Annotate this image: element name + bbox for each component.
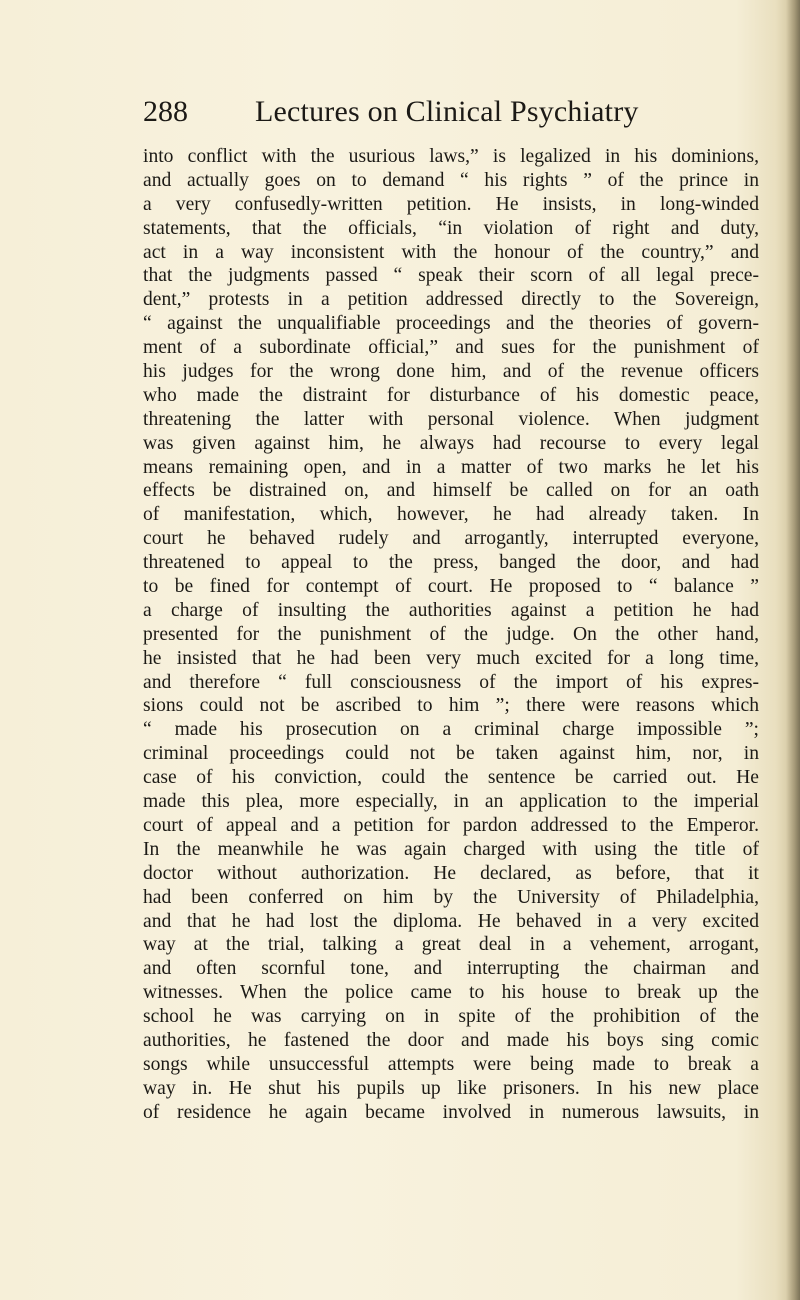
text-line: that the judgments passed “ speak their scorn of all legal prece- [143, 265, 759, 287]
text-line: and therefore “ full consciousness of the import of his expres- [143, 671, 759, 693]
text-line: effects be distrained on, and himself be called on for an oath [143, 480, 759, 502]
text-line: authorities, he fastened the door and made his boys sing comic [143, 1029, 759, 1051]
text-line: a very confusedly-written petition. He insists, in long-winded [143, 193, 759, 215]
text-line: means remaining open, and in a matter of two marks he let his [143, 456, 759, 478]
text-line: presented for the punishment of the judge. On the other hand, [143, 623, 759, 645]
text-line: way in. He shut his pupils up like prisoners. In his new place [143, 1077, 759, 1099]
text-line: court he behaved rudely and arrogantly, interrupted everyone, [143, 528, 759, 550]
page-number: 288 [143, 95, 188, 128]
text-line: “ against the unqualifiable proceedings and the theories of govern- [143, 313, 759, 335]
text-line: had been conferred on him by the University of Philadelphia, [143, 886, 759, 908]
text-line: criminal proceedings could not be taken against him, nor, in [143, 743, 759, 765]
page-header [143, 92, 663, 132]
text-line: a charge of insulting the authorities against a petition he had [143, 599, 759, 621]
text-line: court of appeal and a petition for pardon addressed to the Emperor. [143, 814, 759, 836]
text-line: who made the distraint for disturbance of his domestic peace, [143, 384, 759, 406]
text-line: made this plea, more especially, in an application to the imperial [143, 791, 759, 813]
text-line: statements, that the officials, “in violation of right and duty, [143, 217, 759, 239]
text-line: his judges for the wrong done him, and of the revenue officers [143, 361, 759, 383]
text-line: school he was carrying on in spite of the prohibition of the [143, 1006, 759, 1028]
text-line: doctor without authorization. He declared, as before, that it [143, 862, 759, 884]
text-line: dent,” protests in a petition addressed directly to the Sovereign, [143, 289, 759, 311]
page-edge-shadow [786, 0, 800, 1300]
text-line: In the meanwhile he was again charged with using the title of [143, 838, 759, 860]
text-line: he insisted that he had been very much excited for a long time, [143, 647, 759, 669]
text-line: into conflict with the usurious laws,” is legalized in his dominions, [143, 146, 759, 167]
text-line: of residence he again became involved in numerous lawsuits, in [143, 1101, 759, 1123]
text-line: “ made his prosecution on a criminal charge impossible ”; [143, 719, 759, 741]
text-line: of manifestation, which, however, he had already taken. In [143, 504, 759, 526]
body-text [143, 145, 759, 1125]
text-line: act in a way inconsistent with the honour of the country,” and [143, 241, 759, 263]
text-line: and actually goes on to demand “ his rights ” of the prince in [143, 169, 759, 191]
text-line: sions could not be ascribed to him ”; there were reasons which [143, 695, 759, 717]
text-line: songs while unsuccessful attempts were being made to break a [143, 1053, 759, 1075]
text-line: way at the trial, talking a great deal in a vehement, arrogant, [143, 934, 759, 956]
text-line: witnesses. When the police came to his house to break up the [143, 982, 759, 1004]
text-line: ment of a subordinate official,” and sues for the punishment of [143, 337, 759, 359]
text-line: threatened to appeal to the press, banged the door, and had [143, 552, 759, 574]
text-line: and that he had lost the diploma. He behaved in a very excited [143, 910, 759, 932]
text-line: and often scornful tone, and interrupting the chairman and [143, 958, 759, 980]
text-line: threatening the latter with personal violence. When judgment [143, 408, 759, 430]
text-line: was given against him, he always had recourse to every legal [143, 432, 759, 454]
text-line: to be fined for contempt of court. He proposed to “ balance ” [143, 576, 759, 598]
running-title: Lectures on Clinical Psychiatry [255, 95, 639, 128]
text-line: case of his conviction, could the sentence be carried out. He [143, 767, 759, 789]
